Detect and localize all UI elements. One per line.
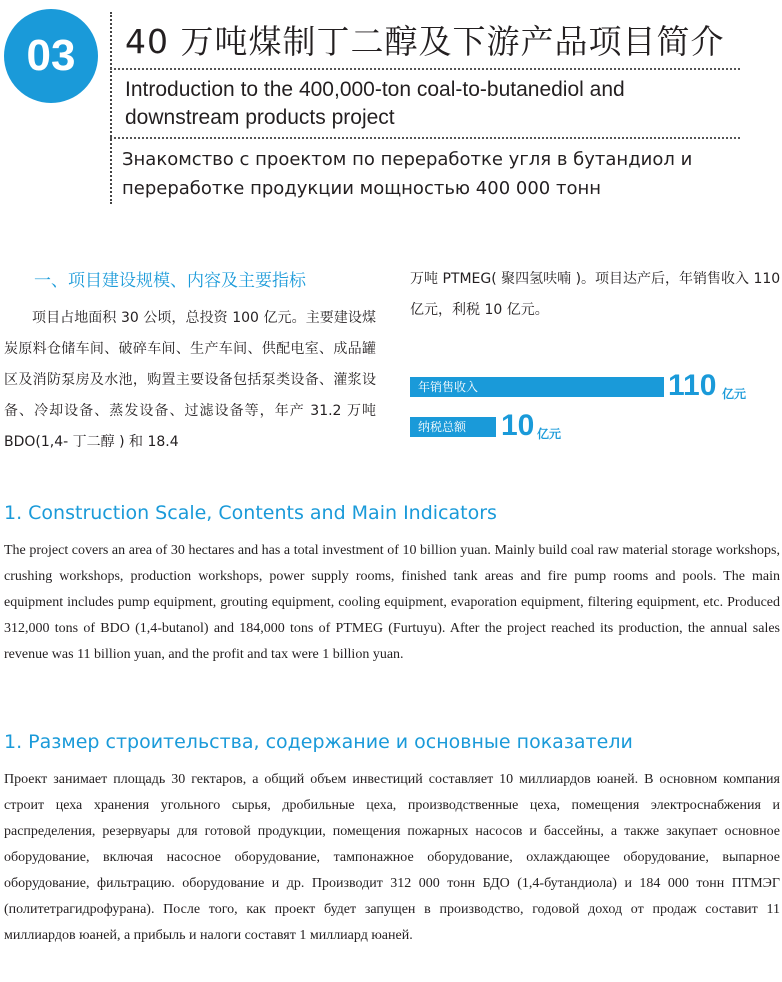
page-title-chinese: 40 万吨煤制丁二醇及下游产品项目简介 [125,22,725,61]
page-title-russian: Знакомство с проектом по переработке угля в бутандиол и переработке продукции мощностью 400 000 тонн [122,149,693,199]
horizontal-divider [110,137,740,139]
paragraph-english: The project covers an area of 30 hectares and has a total investment of 10 billion yuan. Mainly build coal raw material storage workshops, crushing workshops, production workshops, power supply rooms, finished tank areas and fire pump rooms and pools. The main equipment includes pump equipment, grouting equipment, cooling equipment, evaporation equipment, filtering equipment, etc. Produced 312,000 tons of BDO (1,4-butanol) and 184,000 tons of PTMEG (Furtuyu). After the project reached its production, the annual sales revenue was 11 billion yuan, and the profit and tax were 1 billion yuan. [4,543,780,662]
section-heading-english: 1. Construction Scale, Contents and Main Indicators [4,502,497,524]
indicator-bar-sales [410,377,664,397]
paragraph-russian: Проект занимает площадь 30 гектаров, а общий объем инвестиций составляет 10 миллиардов юаней. В основном компания строит цеха хранения угольного сырья, дробильные цеха, производственные цеха, помещения электроснабжения и распределения, резервуары для готовой продукции, помещения пожарных насосов и бассейны, а также закупает основное оборудование, включая насосное оборудование, тампонажное оборудование, охлаждающее оборудование, выпарное оборудование, фильтрацию. оборудование и др. Производит 312 000 тонн БДО (1,4-бутандиола) и 184 000 тонн ПТМЭГ (политетрагидрофурана). После того, как проект будет запущен в производство, годовой доход от продаж составит 11 миллиардов юаней, а прибыль и налоги составят 1 миллиард юаней. [4,772,780,943]
vertical-divider [110,12,112,204]
section-number-badge [4,9,98,103]
section-number: 03 [26,31,76,80]
horizontal-divider [110,68,740,70]
section-heading-chinese: 一、项目建设规模、内容及主要指标 [34,271,306,291]
indicator-bar-tax [410,417,496,437]
indicator-label: 纳税总额 [418,420,467,434]
paragraph-chinese-right: 万吨 PTMEG( 聚四氢呋喃 )。项目达产后，年销售收入 110 亿元，利税 10 亿元。 [410,271,781,318]
section-heading-russian: 1. Размер строительства, содержание и основные показатели [4,731,633,753]
paragraph-chinese-left: 项目占地面积 30 公顷，总投资 100 亿元。主要建设煤炭原料仓储车间、破碎车间、生产车间、供配电室、成品罐区及消防泵房及水池，购置主要设备包括泵类设备、灌浆设备、冷却设备、蒸发设备、过滤设备等，年产 31.2 万吨 BDO(1,4- 丁二醇 ) 和 18.4 [4,310,376,450]
indicator-label: 年销售收入 [418,380,479,394]
indicator-value: 110 [668,369,717,402]
indicator-unit: 亿元 [537,427,562,441]
indicator-value: 10 [501,409,535,442]
page-title-english: Introduction to the 400,000-ton coal-to-butanediol and downstream products project [125,78,625,129]
indicator-unit: 亿元 [722,387,747,401]
